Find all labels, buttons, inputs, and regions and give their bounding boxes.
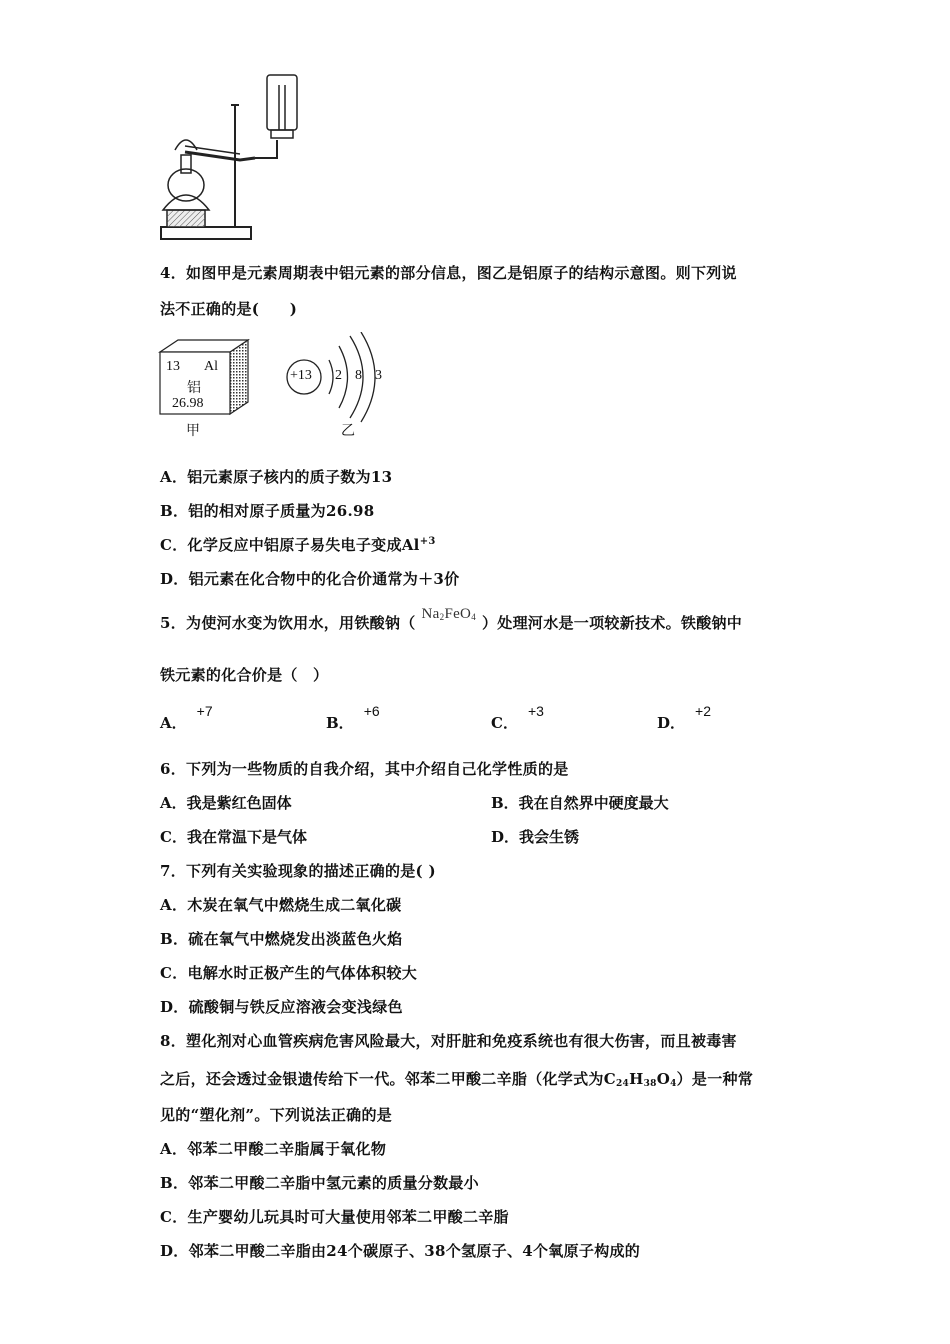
q5-stem-prefix: 5．为使河水变为饮用水，用铁酸钠（ — [160, 614, 416, 632]
distillation-apparatus-figure — [155, 70, 315, 245]
q7-option-c: C．电解水时正极产生的气体体积较大 — [160, 964, 418, 982]
q8-option-d: D．邻苯二甲酸二辛脂由24个碳原子、38个氢原子、4个氧原子构成的 — [160, 1242, 641, 1260]
q5-option-d-label: D． — [657, 714, 686, 732]
formula-h-subscript: 38 — [643, 1079, 657, 1089]
element-symbol: Al — [204, 359, 218, 374]
sodium-ferrate-formula — [422, 606, 476, 623]
formula-na-subscript: 2 — [439, 612, 445, 622]
q6-option-a: A．我是紫红色固体 — [160, 794, 292, 812]
nucleus-charge: +13 — [290, 368, 312, 383]
figure-caption-jia: 甲 — [186, 423, 200, 439]
formula-c-subscript: 24 — [615, 1079, 630, 1089]
q5-stem-line1 — [160, 606, 743, 633]
q4-option-c-superscript: +3 — [419, 536, 436, 547]
q7-stem: 7．下列有关实验现象的描述正确的是( ) — [160, 862, 436, 880]
q4-option-b: B．铝的相对原子质量为26.98 — [160, 502, 375, 520]
shell-3-electrons: 3 — [375, 368, 382, 383]
q8-stem-line2-suffix: ）是一种常 — [676, 1070, 754, 1088]
q5-option-a — [160, 703, 213, 733]
q5-option-a-label: A． — [160, 714, 187, 732]
shell-1-electrons: 2 — [335, 368, 342, 383]
q6-option-d: D．我会生锈 — [491, 828, 580, 846]
formula-o-subscript-q8: 4 — [670, 1079, 677, 1089]
q5-option-d — [657, 703, 711, 733]
q5-option-b-value: +6 — [363, 703, 380, 719]
q5-option-c-label: C． — [491, 714, 518, 732]
q5-stem-suffix: ）处理河水是一项较新技术。铁酸钠中 — [482, 614, 743, 632]
element-card-figure — [158, 338, 258, 438]
q6-option-c: C．我在常温下是气体 — [160, 828, 307, 846]
q8-stem-line3: 见的“塑化剂”。下列说法正确的是 — [160, 1106, 393, 1124]
q4-option-c — [160, 534, 436, 555]
figure-caption-yi: 乙 — [341, 423, 355, 439]
q8-stem-line2-prefix: 之后，还会透过金银遗传给下一代。邻苯二甲酸二辛脂（化学式为C — [160, 1070, 616, 1088]
q4-option-c-text: C．化学反应中铝原子易失电子变成Al — [160, 536, 420, 554]
q5-option-c-value: +3 — [527, 703, 544, 719]
q6-stem: 6．下列为一些物质的自我介绍，其中介绍自己化学性质的是 — [160, 760, 569, 778]
q8-option-c: C．生产婴幼儿玩具时可大量使用邻苯二甲酸二辛脂 — [160, 1208, 509, 1226]
formula-o-subscript: 4 — [471, 612, 476, 622]
shell-2-electrons: 8 — [355, 368, 362, 383]
q5-option-b — [326, 703, 380, 733]
q5-stem-line2: 铁元素的化合价是（ ） — [160, 666, 329, 684]
q7-option-d: D．硫酸铜与铁反应溶液会变浅绿色 — [160, 998, 403, 1016]
q8-stem-line1: 8．塑化剂对心血管疾病危害风险最大，对肝脏和免疫系统也有很大伤害，而且被毒害 — [160, 1032, 737, 1050]
atom-structure-figure — [284, 332, 394, 442]
formula-h: H — [629, 1070, 644, 1088]
q5-option-a-value: +7 — [196, 703, 213, 719]
formula-feo: FeO — [444, 606, 472, 622]
q7-option-b: B．硫在氧气中燃烧发出淡蓝色火焰 — [160, 930, 403, 948]
q4-option-d: D．铝元素在化合物中的化合价通常为＋3价 — [160, 570, 460, 588]
q7-option-a: A．木炭在氧气中燃烧生成二氧化碳 — [160, 896, 402, 914]
q5-option-c — [491, 703, 544, 733]
q8-option-b: B．邻苯二甲酸二辛脂中氢元素的质量分数最小 — [160, 1174, 479, 1192]
element-atomic-number: 13 — [166, 359, 180, 374]
formula-o: O — [656, 1070, 671, 1088]
q6-option-b: B．我在自然界中硬度最大 — [491, 794, 669, 812]
q4-stem-line1: 4．如图甲是元素周期表中铝元素的部分信息，图乙是铝原子的结构示意图。则下列说 — [160, 264, 737, 282]
formula-na: Na — [421, 606, 440, 622]
q5-option-d-value: +2 — [695, 703, 711, 719]
q5-option-b-label: B． — [326, 714, 354, 732]
element-atomic-mass: 26.98 — [172, 396, 204, 411]
q4-option-a: A．铝元素原子核内的质子数为13 — [160, 468, 393, 486]
q4-stem-line2: 法不正确的是( ) — [160, 300, 298, 318]
q8-stem-line2 — [160, 1068, 753, 1089]
q8-option-a: A．邻苯二甲酸二辛脂属于氧化物 — [160, 1140, 387, 1158]
element-name: 铝 — [187, 380, 201, 396]
